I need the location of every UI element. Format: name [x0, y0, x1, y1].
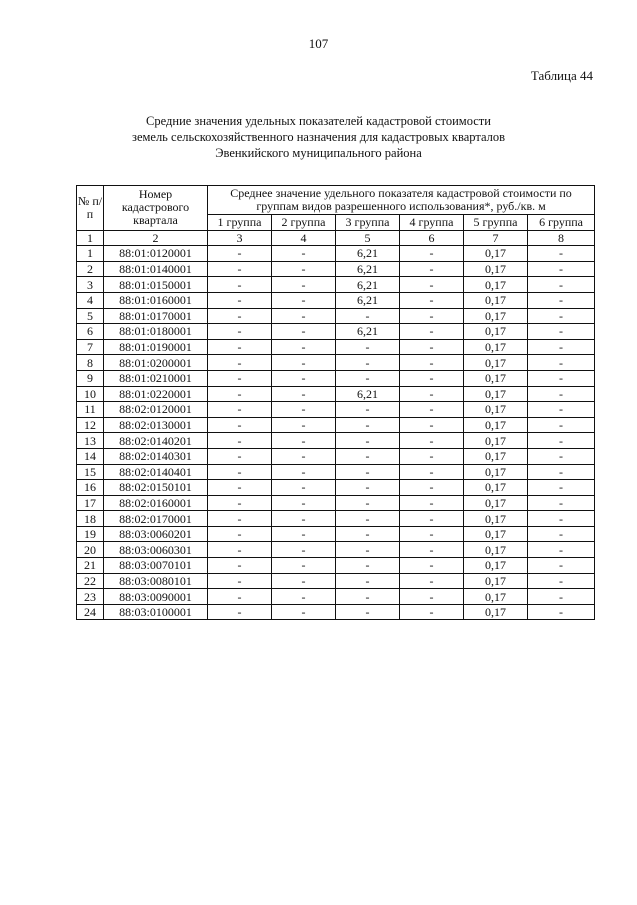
- row-number-cell: 2: [77, 261, 104, 277]
- quarter-number-cell: 88:02:0160001: [104, 495, 208, 511]
- row-number-cell: 21: [77, 558, 104, 574]
- quarter-number-cell: 88:02:0150101: [104, 480, 208, 496]
- quarter-number-cell: 88:02:0140301: [104, 448, 208, 464]
- table-row: [77, 464, 595, 480]
- group-1-cell: -: [208, 480, 272, 496]
- group-1-cell: -: [208, 308, 272, 324]
- group-6-cell: -: [528, 277, 595, 293]
- row-number-cell: 10: [77, 386, 104, 402]
- row-number-cell: 22: [77, 573, 104, 589]
- group-6-cell: -: [528, 511, 595, 527]
- group-4-cell: -: [400, 246, 464, 262]
- group-2-cell: -: [272, 324, 336, 340]
- group-3-cell: -: [336, 402, 400, 418]
- header-quarter: Номер кадастрового квартала: [104, 186, 208, 231]
- group-5-cell: 0,17: [464, 573, 528, 589]
- table-body: [77, 246, 595, 620]
- group-3-cell: -: [336, 417, 400, 433]
- group-3-cell: 6,21: [336, 292, 400, 308]
- quarter-number-cell: 88:01:0220001: [104, 386, 208, 402]
- group-6-cell: -: [528, 292, 595, 308]
- group-1-cell: -: [208, 464, 272, 480]
- quarter-number-cell: 88:03:0060201: [104, 526, 208, 542]
- row-number-cell: 8: [77, 355, 104, 371]
- group-5-cell: 0,17: [464, 589, 528, 605]
- table-row: [77, 292, 595, 308]
- table-row: [77, 480, 595, 496]
- column-number: 3: [208, 230, 272, 246]
- column-number: 8: [528, 230, 595, 246]
- group-1-cell: -: [208, 589, 272, 605]
- group-2-cell: -: [272, 308, 336, 324]
- group-2-cell: -: [272, 277, 336, 293]
- group-2-cell: -: [272, 355, 336, 371]
- group-2-cell: -: [272, 480, 336, 496]
- group-2-cell: -: [272, 511, 336, 527]
- page-number: 107: [308, 36, 329, 51]
- group-4-cell: -: [400, 324, 464, 340]
- group-3-cell: -: [336, 339, 400, 355]
- group-5-cell: 0,17: [464, 292, 528, 308]
- group-3-cell: -: [336, 433, 400, 449]
- row-number-cell: 12: [77, 417, 104, 433]
- group-5-cell: 0,17: [464, 339, 528, 355]
- quarter-number-cell: 88:01:0170001: [104, 308, 208, 324]
- group-6-cell: -: [528, 542, 595, 558]
- group-4-cell: -: [400, 589, 464, 605]
- group-3-cell: 6,21: [336, 246, 400, 262]
- group-2-cell: -: [272, 417, 336, 433]
- group-4-cell: -: [400, 339, 464, 355]
- group-5-cell: 0,17: [464, 355, 528, 371]
- group-4-cell: -: [400, 448, 464, 464]
- group-6-cell: -: [528, 402, 595, 418]
- group-5-cell: 0,17: [464, 480, 528, 496]
- group-2-cell: -: [272, 292, 336, 308]
- group-4-cell: -: [400, 604, 464, 620]
- quarter-number-cell: 88:02:0140201: [104, 433, 208, 449]
- quarter-number-cell: 88:01:0150001: [104, 277, 208, 293]
- group-6-cell: -: [528, 386, 595, 402]
- group-6-cell: -: [528, 573, 595, 589]
- table-row: [77, 308, 595, 324]
- table-row: [77, 370, 595, 386]
- group-2-cell: -: [272, 573, 336, 589]
- quarter-number-cell: 88:01:0200001: [104, 355, 208, 371]
- group-2-cell: -: [272, 589, 336, 605]
- table-row: [77, 542, 595, 558]
- group-6-cell: -: [528, 464, 595, 480]
- table-row: [77, 448, 595, 464]
- group-5-cell: 0,17: [464, 402, 528, 418]
- group-6-cell: -: [528, 246, 595, 262]
- group-1-cell: -: [208, 604, 272, 620]
- group-1-cell: -: [208, 417, 272, 433]
- group-3-cell: -: [336, 370, 400, 386]
- column-number: 2: [104, 230, 208, 246]
- group-3-cell: -: [336, 604, 400, 620]
- quarter-number-cell: 88:02:0120001: [104, 402, 208, 418]
- group-6-cell: -: [528, 589, 595, 605]
- group-5-cell: 0,17: [464, 464, 528, 480]
- row-number-cell: 1: [77, 246, 104, 262]
- row-number-cell: 17: [77, 495, 104, 511]
- table-row: [77, 277, 595, 293]
- group-4-cell: -: [400, 402, 464, 418]
- row-number-cell: 16: [77, 480, 104, 496]
- quarter-number-cell: 88:03:0060301: [104, 542, 208, 558]
- table-row: [77, 558, 595, 574]
- header-average-value: Среднее значение удельного показателя кадастровой стоимости по группам видов разрешенного использования*, руб./кв. м: [208, 186, 595, 215]
- group-1-cell: -: [208, 324, 272, 340]
- group-6-cell: -: [528, 339, 595, 355]
- group-3-cell: -: [336, 573, 400, 589]
- group-5-cell: 0,17: [464, 308, 528, 324]
- group-1-cell: -: [208, 261, 272, 277]
- group-1-cell: -: [208, 370, 272, 386]
- group-3-cell: 6,21: [336, 261, 400, 277]
- quarter-number-cell: 88:01:0210001: [104, 370, 208, 386]
- row-number-cell: 7: [77, 339, 104, 355]
- quarter-number-cell: 88:02:0140401: [104, 464, 208, 480]
- quarter-number-cell: 88:01:0120001: [104, 246, 208, 262]
- cadastral-values-table: [76, 185, 595, 620]
- group-6-cell: -: [528, 308, 595, 324]
- header-group-5: 5 группа: [464, 215, 528, 231]
- group-1-cell: -: [208, 355, 272, 371]
- group-1-cell: -: [208, 386, 272, 402]
- group-4-cell: -: [400, 480, 464, 496]
- row-number-cell: 15: [77, 464, 104, 480]
- table-row: [77, 573, 595, 589]
- group-6-cell: -: [528, 417, 595, 433]
- column-number: 1: [77, 230, 104, 246]
- table-row: [77, 246, 595, 262]
- group-6-cell: -: [528, 558, 595, 574]
- group-4-cell: -: [400, 370, 464, 386]
- group-4-cell: -: [400, 417, 464, 433]
- group-4-cell: -: [400, 558, 464, 574]
- group-4-cell: -: [400, 386, 464, 402]
- row-number-cell: 5: [77, 308, 104, 324]
- group-4-cell: -: [400, 292, 464, 308]
- group-1-cell: -: [208, 448, 272, 464]
- row-number-cell: 6: [77, 324, 104, 340]
- quarter-number-cell: 88:02:0130001: [104, 417, 208, 433]
- table-row: [77, 511, 595, 527]
- group-2-cell: -: [272, 261, 336, 277]
- row-number-cell: 18: [77, 511, 104, 527]
- group-1-cell: -: [208, 433, 272, 449]
- header-group-4: 4 группа: [400, 215, 464, 231]
- group-1-cell: -: [208, 292, 272, 308]
- group-5-cell: 0,17: [464, 542, 528, 558]
- quarter-number-cell: 88:03:0090001: [104, 589, 208, 605]
- group-6-cell: -: [528, 604, 595, 620]
- group-6-cell: -: [528, 324, 595, 340]
- table-row: [77, 355, 595, 371]
- group-2-cell: -: [272, 495, 336, 511]
- group-5-cell: 0,17: [464, 511, 528, 527]
- row-number-cell: 23: [77, 589, 104, 605]
- group-3-cell: -: [336, 464, 400, 480]
- group-3-cell: -: [336, 542, 400, 558]
- group-4-cell: -: [400, 277, 464, 293]
- group-6-cell: -: [528, 526, 595, 542]
- group-1-cell: -: [208, 402, 272, 418]
- group-6-cell: -: [528, 433, 595, 449]
- group-5-cell: 0,17: [464, 526, 528, 542]
- row-number-cell: 9: [77, 370, 104, 386]
- group-3-cell: 6,21: [336, 324, 400, 340]
- group-5-cell: 0,17: [464, 558, 528, 574]
- group-1-cell: -: [208, 339, 272, 355]
- group-4-cell: -: [400, 464, 464, 480]
- group-2-cell: -: [272, 402, 336, 418]
- header-number: № п/п: [77, 186, 104, 231]
- row-number-cell: 24: [77, 604, 104, 620]
- group-2-cell: -: [272, 526, 336, 542]
- group-2-cell: -: [272, 370, 336, 386]
- group-2-cell: -: [272, 386, 336, 402]
- row-number-cell: 13: [77, 433, 104, 449]
- quarter-number-cell: 88:02:0170001: [104, 511, 208, 527]
- table-row: [77, 526, 595, 542]
- group-5-cell: 0,17: [464, 386, 528, 402]
- group-6-cell: -: [528, 355, 595, 371]
- table-row: [77, 261, 595, 277]
- quarter-number-cell: 88:03:0070101: [104, 558, 208, 574]
- group-4-cell: -: [400, 355, 464, 371]
- group-1-cell: -: [208, 277, 272, 293]
- group-4-cell: -: [400, 433, 464, 449]
- column-number: 5: [336, 230, 400, 246]
- group-3-cell: 6,21: [336, 386, 400, 402]
- header-group-3: 3 группа: [336, 215, 400, 231]
- group-4-cell: -: [400, 526, 464, 542]
- quarter-number-cell: 88:01:0180001: [104, 324, 208, 340]
- group-4-cell: -: [400, 511, 464, 527]
- title-line: Средние значения удельных показателей кадастровой стоимости: [146, 114, 491, 128]
- group-2-cell: -: [272, 448, 336, 464]
- group-5-cell: 0,17: [464, 417, 528, 433]
- group-2-cell: -: [272, 542, 336, 558]
- group-2-cell: -: [272, 246, 336, 262]
- header-group-1: 1 группа: [208, 215, 272, 231]
- table-row: [77, 386, 595, 402]
- group-5-cell: 0,17: [464, 448, 528, 464]
- group-4-cell: -: [400, 573, 464, 589]
- group-6-cell: -: [528, 261, 595, 277]
- quarter-number-cell: 88:01:0140001: [104, 261, 208, 277]
- group-3-cell: -: [336, 589, 400, 605]
- group-5-cell: 0,17: [464, 324, 528, 340]
- group-2-cell: -: [272, 558, 336, 574]
- group-1-cell: -: [208, 511, 272, 527]
- row-number-cell: 4: [77, 292, 104, 308]
- header-group-6: 6 группа: [528, 215, 595, 231]
- group-6-cell: -: [528, 495, 595, 511]
- table-title: [0, 113, 637, 161]
- group-4-cell: -: [400, 308, 464, 324]
- group-6-cell: -: [528, 370, 595, 386]
- row-number-cell: 20: [77, 542, 104, 558]
- table-row: [77, 417, 595, 433]
- group-1-cell: -: [208, 246, 272, 262]
- header-group-2: 2 группа: [272, 215, 336, 231]
- group-3-cell: 6,21: [336, 277, 400, 293]
- group-1-cell: -: [208, 495, 272, 511]
- group-3-cell: -: [336, 480, 400, 496]
- table-row: [77, 324, 595, 340]
- quarter-number-cell: 88:03:0080101: [104, 573, 208, 589]
- group-3-cell: -: [336, 511, 400, 527]
- group-1-cell: -: [208, 542, 272, 558]
- quarter-number-cell: 88:01:0190001: [104, 339, 208, 355]
- group-5-cell: 0,17: [464, 495, 528, 511]
- group-4-cell: -: [400, 495, 464, 511]
- title-line: Эвенкийского муниципального района: [215, 146, 422, 160]
- group-4-cell: -: [400, 261, 464, 277]
- table-row: [77, 495, 595, 511]
- group-3-cell: -: [336, 495, 400, 511]
- group-5-cell: 0,17: [464, 604, 528, 620]
- column-number-row: [77, 230, 595, 246]
- group-3-cell: -: [336, 308, 400, 324]
- group-4-cell: -: [400, 542, 464, 558]
- group-2-cell: -: [272, 433, 336, 449]
- group-5-cell: 0,17: [464, 370, 528, 386]
- group-3-cell: -: [336, 558, 400, 574]
- table-row: [77, 433, 595, 449]
- row-number-cell: 11: [77, 402, 104, 418]
- column-number: 7: [464, 230, 528, 246]
- title-line: земель сельскохозяйственного назначения для кадастровых кварталов: [132, 130, 505, 144]
- group-2-cell: -: [272, 604, 336, 620]
- row-number-cell: 14: [77, 448, 104, 464]
- group-3-cell: -: [336, 355, 400, 371]
- group-5-cell: 0,17: [464, 433, 528, 449]
- table-row: [77, 339, 595, 355]
- table-row: [77, 604, 595, 620]
- row-number-cell: 19: [77, 526, 104, 542]
- group-3-cell: -: [336, 448, 400, 464]
- group-1-cell: -: [208, 526, 272, 542]
- group-1-cell: -: [208, 573, 272, 589]
- group-1-cell: -: [208, 558, 272, 574]
- quarter-number-cell: 88:03:0100001: [104, 604, 208, 620]
- table-row: [77, 589, 595, 605]
- table-row: [77, 402, 595, 418]
- group-5-cell: 0,17: [464, 246, 528, 262]
- table-label: Таблица 44: [530, 68, 593, 83]
- group-3-cell: -: [336, 526, 400, 542]
- group-2-cell: -: [272, 464, 336, 480]
- group-6-cell: -: [528, 448, 595, 464]
- row-number-cell: 3: [77, 277, 104, 293]
- group-2-cell: -: [272, 339, 336, 355]
- column-number: 4: [272, 230, 336, 246]
- quarter-number-cell: 88:01:0160001: [104, 292, 208, 308]
- group-6-cell: -: [528, 480, 595, 496]
- group-5-cell: 0,17: [464, 261, 528, 277]
- column-number: 6: [400, 230, 464, 246]
- group-5-cell: 0,17: [464, 277, 528, 293]
